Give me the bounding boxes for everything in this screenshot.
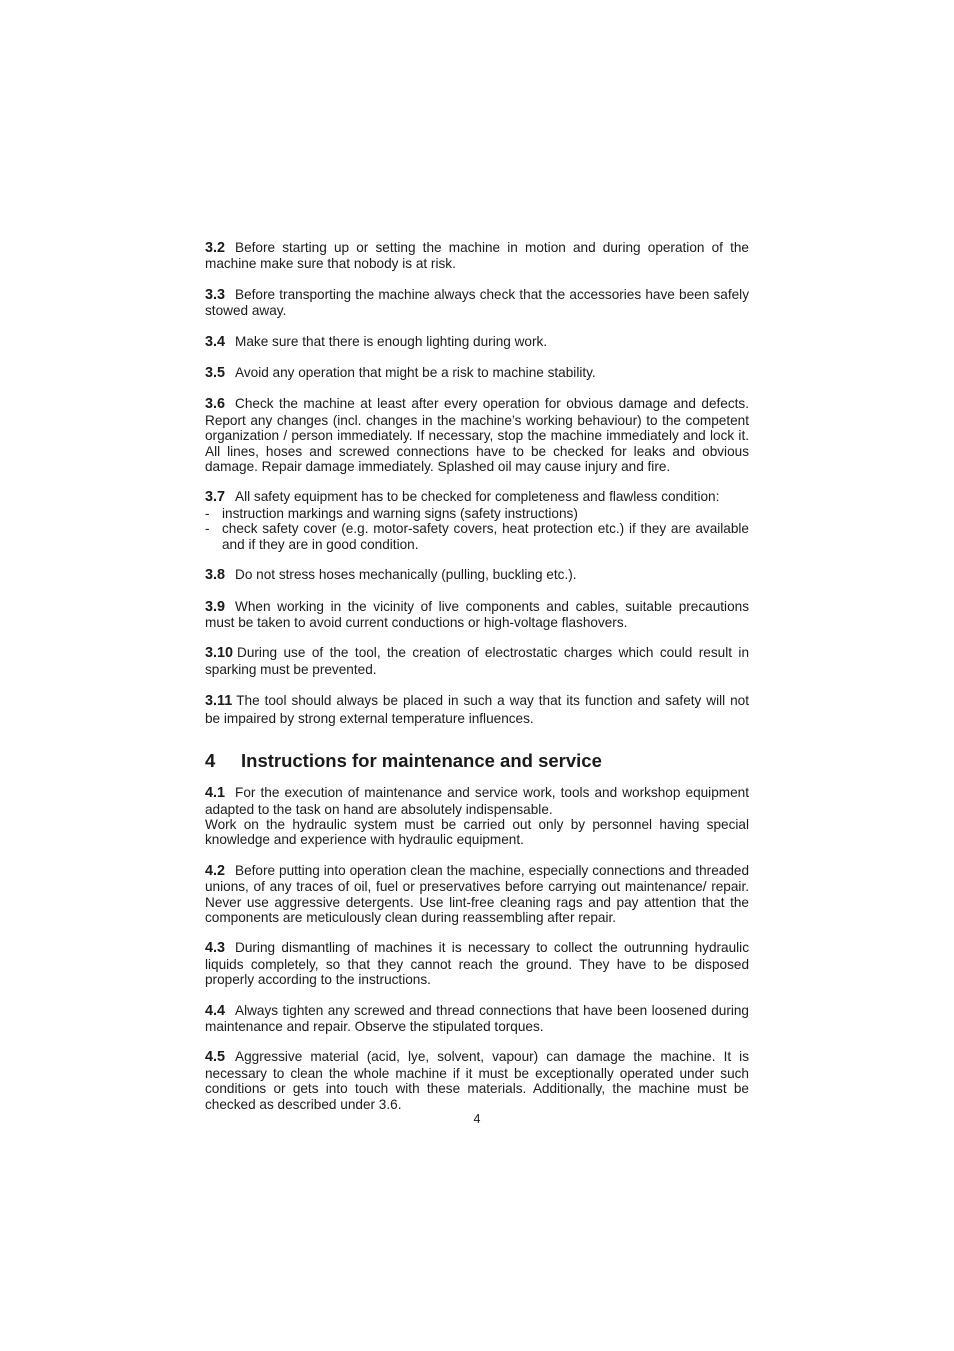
- paragraph-number: 4.2: [205, 862, 226, 879]
- paragraph-text: During use of the tool, the creation of electrostatic charges which could result in sparking must be prevented.: [205, 645, 749, 677]
- paragraph-text: Before transporting the machine always check that the accessories have been safely stowed away.: [205, 286, 749, 319]
- paragraph-4-1: [205, 785, 749, 848]
- page-number: 4: [473, 1112, 481, 1126]
- paragraph-number: 3.11: [205, 693, 233, 710]
- paragraph-3-7: [205, 489, 749, 552]
- paragraph-number: 4.1: [205, 785, 226, 802]
- list-item-text: instruction markings and warning signs (safety instructions): [222, 505, 578, 521]
- paragraph-text: Always tighten any screwed and thread connections that have been loosened during maintenance and repair. Observe the stipulated torques.: [205, 1002, 749, 1034]
- paragraph-3-5: [205, 365, 749, 381]
- list-dash: -: [205, 505, 210, 521]
- paragraph-4-2: [205, 863, 749, 926]
- section-heading: [205, 750, 749, 772]
- paragraph-number: 3.5: [205, 365, 226, 382]
- paragraph-text: Aggressive material (acid, lye, solvent, vapour) can damage the machine. It is necessary to clean the whole machine if it must be exceptionally operated under such conditions or gets into touch with these materials. Additionally, the machine must be checked as described under 3.6.: [205, 1049, 749, 1112]
- paragraph-4-3: [205, 940, 749, 987]
- paragraph-3-4: [205, 334, 749, 350]
- list-item: [205, 506, 749, 521]
- paragraph-3-2: [205, 240, 749, 272]
- paragraph-3-8: [205, 567, 749, 583]
- paragraph-text-continued: Work on the hydraulic system must be carried out only by personnel having special knowledge and experience with hydraulic equipment.: [205, 816, 749, 848]
- paragraph-text: Avoid any operation that might be a risk to machine stability.: [235, 365, 596, 381]
- list-dash: -: [205, 521, 210, 537]
- paragraph-number: 3.4: [205, 333, 226, 350]
- paragraph-text: For the execution of maintenance and service work, tools and workshop equipment adapted to the task on hand are absolutely indispensable.: [205, 785, 749, 817]
- paragraph-3-6: [205, 396, 749, 474]
- paragraph-number: 3.8: [205, 567, 226, 584]
- list-item-text: check safety cover (e.g. motor-safety covers, heat protection etc.) if they are available and if they are in good condition.: [222, 521, 749, 552]
- paragraph-3-9: [205, 599, 749, 631]
- section-number: 4: [205, 750, 216, 772]
- paragraph-number: 4.3: [205, 940, 226, 957]
- paragraph-number: 3.2: [205, 240, 226, 256]
- paragraph-number: 3.6: [205, 396, 226, 413]
- list-item: [205, 521, 749, 552]
- paragraph-text: All safety equipment has to be checked for completeness and flawless condition:: [235, 489, 720, 505]
- paragraph-text: Check the machine at least after every operation for obvious damage and defects. Report any changes (incl. changes in the machine’s working behaviour) to the competent organization / person immediately. If necessary, stop the machine immediately and lock it. All lines, hoses and screwed connections have to be checked for leaks and obvious damage. Repair damage immediately. Splashed oil may cause injury and fire.: [205, 396, 749, 475]
- paragraph-4-5: [205, 1049, 749, 1112]
- paragraph-text: Before starting up or setting the machine in motion and during operation of the machine make sure that nobody is at risk.: [205, 240, 749, 272]
- paragraph-number: 3.9: [205, 598, 226, 615]
- paragraph-text: Make sure that there is enough lighting during work.: [235, 333, 548, 349]
- paragraph-number: 3.7: [205, 489, 226, 506]
- document-page: [205, 240, 749, 1127]
- paragraph-number: 4.5: [205, 1049, 226, 1066]
- paragraph-text: Do not stress hoses mechanically (pulling, buckling etc.).: [235, 567, 577, 583]
- paragraph-text: The tool should always be placed in such a way that its function and safety will not be impaired by strong external temperature influences.: [205, 693, 749, 727]
- paragraph-number: 3.3: [205, 286, 226, 303]
- paragraph-text: Before putting into operation clean the machine, especially connections and threaded unions, of any traces of oil, fuel or preservatives before carrying out maintenance/ repair. Never use aggressive detergents. Use lint-free cleaning rags and pay attention that the components are meticulously clean during reassembling after repair.: [205, 862, 749, 925]
- paragraph-3-11: [205, 692, 749, 728]
- section-title: Instructions for maintenance and service: [241, 750, 602, 772]
- paragraph-4-4: [205, 1003, 749, 1035]
- paragraph-number: 4.4: [205, 1002, 226, 1019]
- paragraph-3-10: [205, 645, 749, 677]
- safety-checklist: [205, 506, 749, 552]
- paragraph-text: During dismantling of machines it is necessary to collect the outrunning hydraulic liquids completely, so that they cannot reach the ground. They have to be disposed properly according to the instructions.: [205, 940, 749, 988]
- paragraph-text: When working in the vicinity of live components and cables, suitable precautions must be taken to avoid current conductions or high-voltage flashovers.: [205, 598, 749, 630]
- paragraph-number: 3.10: [205, 645, 234, 662]
- paragraph-3-3: [205, 287, 749, 319]
